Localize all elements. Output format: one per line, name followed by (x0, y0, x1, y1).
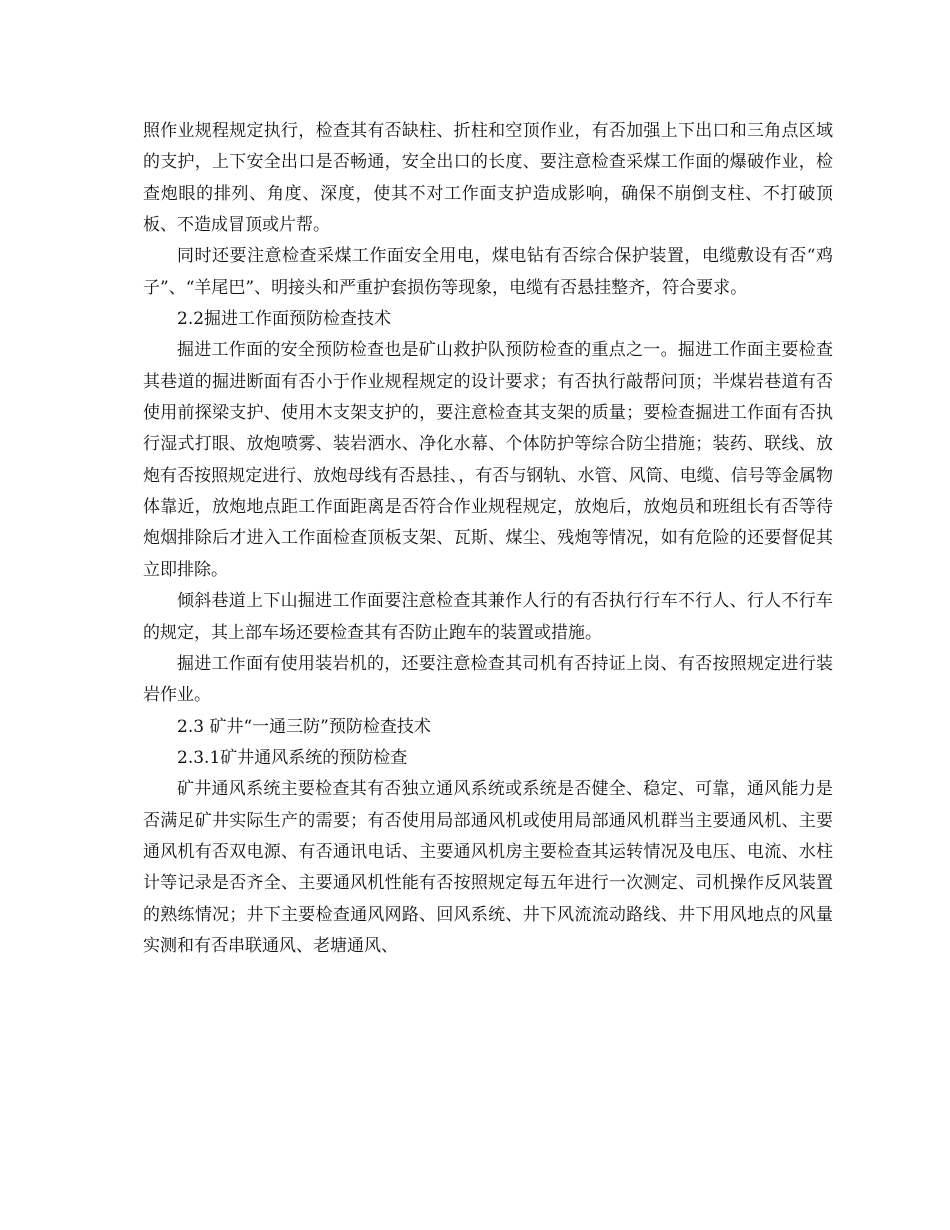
paragraph-inclined-roadway: 倾斜巷道上下山掘进工作面要注意检查其兼作人行的有否执行行车不行人、行人不行车的规定，其上部车场还要检查其有否防止跑车的装置或措施。 (143, 591, 833, 643)
paragraph-heading-face-inspection: 掘进工作面的安全预防检查也是矿山救护队预防检查的重点之一。掘进工作面主要检查其巷道的掘进断面有否小于作业规程规定的设计要求；有否执行敲帮问顶；半煤岩巷道有否使用前探梁支护、使用木支架支护的，要注意检查其支架的质量；要检查掘进工作面有否执行湿式打眼、放炮喷雾、装岩洒水、净化水幕、个体防护等综合防尘措施；装药、联线、放炮有否按照规定进行、放炮母线有否悬挂、，有否与钢轨、水管、风筒、电缆、信号等金属物体靠近，放炮地点距工作面距离是否符合作业规程规定，放炮后，放炮员和班组长有否等待炮烟排除后才进入工作面检查顶板支架、瓦斯、煤尘、残炮等情况，如有危险的还要督促其立即排除。 (143, 340, 833, 580)
paragraph-support-inspection: 照作业规程规定执行，检查其有否缺柱、折柱和空顶作业，有否加强上下出口和三角点区域的支护，上下安全出口是否畅通，安全出口的长度、要注意检查采煤工作面的爆破作业，检查炮眼的排列、角度、深度，使其不对工作面支护造成影响，确保不崩倒支柱、不打破顶板、不造成冒顶或片帮。 (143, 121, 833, 236)
section-heading-2-3: 2.3 矿井“一通三防”预防检查技术 (177, 716, 431, 737)
paragraph-ventilation-system: 矿井通风系统主要检查其有否独立通风系统或系统是否健全、稳定、可靠，通风能力是否满足矿井实际生产的需要；有否使用局部通风机或使用局部通风机群当主要通风机、主要通风机有否双电源、有否通讯电话、主要通风机房主要检查其运转情况及电压、电流、水柱计等记录是否齐全、主要通风机性能有否按照规定每五年进行一次测定、司机操作反风装置的熟练情况；井下主要检查通风网路、回风系统、井下风流流动路线、井下用风地点的风量实测和有否串联通风、老塘通风、 (143, 779, 833, 956)
section-heading-2-3-1: 2.3.1矿井通风系统的预防检查 (177, 747, 408, 768)
paragraph-loader-operation: 掘进工作面有使用装岩机的，还要注意检查其司机有否持证上岗、有否按照规定进行装岩作业。 (143, 653, 833, 706)
paragraph-electrical-safety: 同时还要注意检查采煤工作面安全用电，煤电钻有否综合保护装置，电缆敷设有否“鸡子”、“羊尾巴”、明接头和严重护套损伤等现象，电缆有否悬挂整齐，符合要求。 (143, 246, 833, 298)
section-heading-2-2: 2.2掘进工作面预防检查技术 (177, 309, 392, 330)
document-body (143, 116, 833, 962)
